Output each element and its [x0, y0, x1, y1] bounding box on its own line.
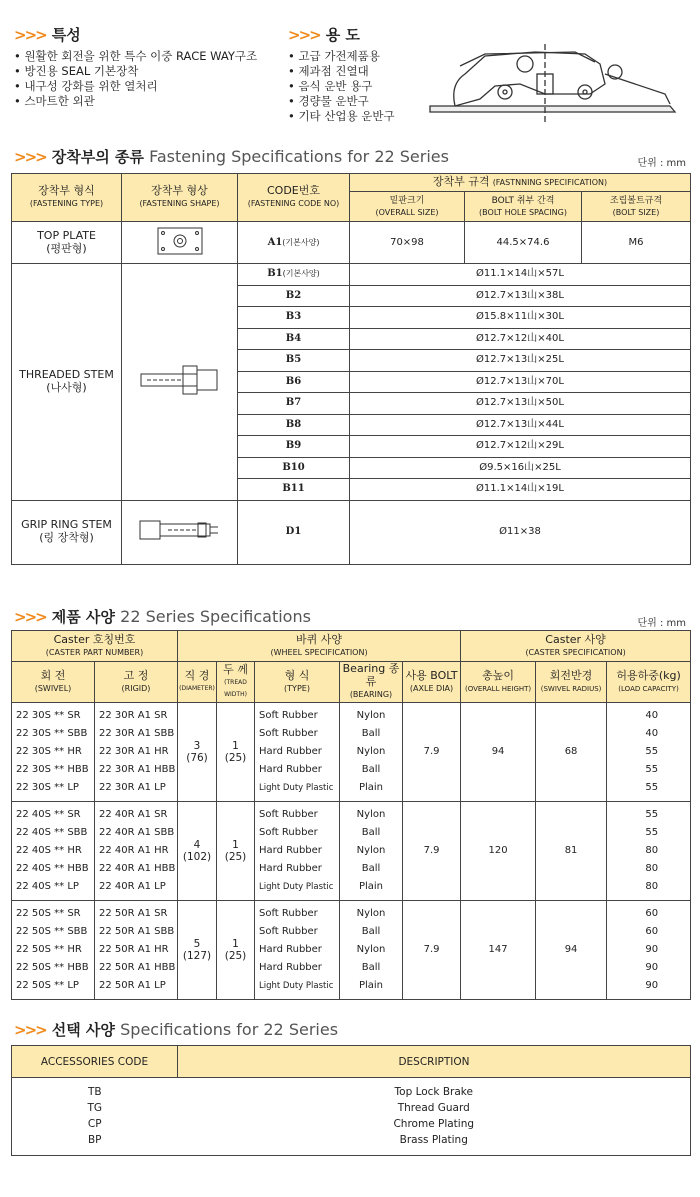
list-item: 22 30R A1 SR	[99, 710, 168, 721]
list-item: 22 40S ** HR	[16, 845, 82, 856]
chevron-icon: >>>	[14, 26, 46, 44]
accessory-code: TB	[87, 1085, 102, 1098]
threaded-code: B3	[238, 307, 350, 329]
threaded-spec: Ø12.7×13山×38L	[350, 285, 691, 307]
list-item: 55	[645, 782, 659, 793]
list-item: Light Duty Plastic	[259, 783, 334, 793]
list-item: Ball	[361, 827, 381, 838]
chevron-icon: >>>	[14, 608, 46, 626]
header-caster-spec: Caster 사양 (CASTER SPECIFICATION)	[461, 631, 691, 662]
height-cell: 120	[461, 802, 536, 901]
header-bolt-size: 조립볼트규격 (BOLT SIZE)	[582, 192, 691, 222]
accessory-description: Brass Plating	[399, 1133, 468, 1146]
grip-spec: Ø11×38	[350, 500, 691, 564]
grip-code: D1	[238, 500, 350, 564]
list-item: Ball	[361, 764, 381, 775]
list-item: 90	[645, 980, 659, 991]
list-item: 22 50S ** SBB	[16, 926, 88, 937]
list-item: 80	[645, 881, 659, 892]
threaded-stem-icon	[137, 360, 223, 400]
threaded-spec: Ø15.8×11山×30L	[350, 307, 691, 329]
list-item: 22 30S ** SBB	[16, 728, 88, 739]
list-item: Hard Rubber	[259, 962, 322, 973]
list-item: 55	[645, 746, 659, 757]
list-item: 60	[645, 926, 659, 937]
threaded-code: B5	[238, 350, 350, 372]
header-fastening-shape: 장착부 형상 (FASTENING SHAPE)	[122, 174, 238, 222]
list-item: • 제과점 진열대	[288, 64, 395, 79]
product-unit-label: 단위 : mm	[637, 618, 686, 629]
table-row	[12, 264, 691, 286]
list-item: • 기타 산업용 운반구	[288, 109, 395, 124]
list-item: 22 30S ** LP	[16, 782, 79, 793]
table-row	[12, 1084, 691, 1100]
list-item: Soft Rubber	[259, 908, 318, 919]
list-item: 22 40S ** SBB	[16, 827, 88, 838]
list-item: • 원활한 회전을 위한 특수 이중 RACE WAY구조	[14, 49, 257, 64]
chevron-icon: >>>	[288, 26, 320, 44]
product-spec-table	[11, 630, 691, 1000]
list-item: 55	[645, 764, 659, 775]
swivel-codes	[12, 703, 95, 802]
top-plate-code: A1(기본사양)	[238, 222, 350, 264]
list-item: Light Duty Plastic	[259, 981, 334, 991]
list-item: Nylon	[356, 944, 386, 955]
list-item: Hard Rubber	[259, 746, 322, 757]
list-item: 60	[645, 908, 659, 919]
list-item: Hard Rubber	[259, 944, 322, 955]
header-rigid: 고 정 (RIGID)	[95, 662, 178, 703]
threaded-code: B8	[238, 414, 350, 436]
list-item: Plain	[358, 980, 384, 991]
list-item: Hard Rubber	[259, 863, 322, 874]
list-item: 22 50R A1 HBB	[99, 962, 176, 973]
list-item: 22 40S ** HBB	[16, 863, 89, 874]
accessory-code: BP	[87, 1133, 102, 1146]
top-plate-bolt: M6	[582, 222, 691, 264]
header-bearing: Bearing 종류 (BEARING)	[340, 662, 403, 703]
height-cell: 147	[461, 901, 536, 1000]
list-item: 90	[645, 944, 659, 955]
accessory-code: TG	[87, 1101, 103, 1114]
grip-type: GRIP RING STEM (링 장착형)	[12, 500, 122, 564]
list-item: 22 40S ** SR	[16, 809, 81, 820]
list-item: • 고급 가전제품용	[288, 49, 395, 64]
load-list	[607, 703, 691, 802]
diameter-cell: 3 (76)	[178, 703, 217, 802]
header-description: DESCRIPTION	[178, 1046, 691, 1078]
list-item: Ball	[361, 962, 381, 973]
bearing-list	[340, 901, 403, 1000]
header-tread: 두 께 (TREAD WIDTH)	[217, 662, 255, 703]
swivel-codes	[12, 802, 95, 901]
header-caster-part: Caster 호칭번호 (CASTER PART NUMBER)	[12, 631, 178, 662]
radius-cell: 68	[536, 703, 607, 802]
list-item: • 내구성 강화를 위한 열처리	[14, 79, 257, 94]
header-bolt-hole: BOLT 취부 간격 (BOLT HOLE SPACING)	[465, 192, 582, 222]
threaded-spec: Ø11.1×14山×57L	[350, 264, 691, 286]
list-item: 22 40R A1 LP	[99, 881, 166, 892]
threaded-spec: Ø9.5×16山×25L	[350, 457, 691, 479]
chevron-icon: >>>	[14, 148, 46, 166]
list-item: • 경량물 운반구	[288, 94, 395, 109]
list-item: 90	[645, 962, 659, 973]
axle-cell: 7.9	[403, 703, 461, 802]
list-item: Hard Rubber	[259, 764, 322, 775]
list-item: 22 50S ** HR	[16, 944, 82, 955]
features-title: >>> 특성	[14, 26, 81, 44]
list-item: 22 40R A1 SR	[99, 809, 168, 820]
list-item: 22 50S ** HBB	[16, 962, 89, 973]
list-item: 22 50S ** SR	[16, 908, 81, 919]
options-section-title: >>> 선택 사양 Specifications for 22 Series	[14, 1020, 339, 1039]
header-fastening-type: 장착부 형식 (FASTENING TYPE)	[12, 174, 122, 222]
list-item: Plain	[358, 881, 384, 892]
list-item: Soft Rubber	[259, 809, 318, 820]
wheel-type-list	[255, 901, 340, 1000]
threaded-spec: Ø11.1×14山×19L	[350, 479, 691, 501]
bearing-list	[340, 802, 403, 901]
fastening-table	[11, 173, 691, 565]
list-item: Ball	[361, 926, 381, 937]
list-item: Ball	[361, 863, 381, 874]
spec-group-row	[12, 703, 691, 802]
list-item: 22 50R A1 LP	[99, 980, 166, 991]
list-item: 22 50R A1 HR	[99, 944, 169, 955]
rigid-codes	[95, 703, 178, 802]
wheel-type-list	[255, 802, 340, 901]
radius-cell: 81	[536, 802, 607, 901]
header-diameter: 직 경 (DIAMETER)	[178, 662, 217, 703]
top-plate-shape	[122, 222, 238, 264]
spec-group-row	[12, 901, 691, 1000]
list-item: Soft Rubber	[259, 827, 318, 838]
list-item: 22 40S ** LP	[16, 881, 79, 892]
threaded-spec: Ø12.7×13山×25L	[350, 350, 691, 372]
diameter-cell: 5 (127)	[178, 901, 217, 1000]
top-plate-overall: 70×98	[350, 222, 465, 264]
list-item: 22 30R A1 HR	[99, 746, 169, 757]
threaded-spec: Ø12.7×13山×50L	[350, 393, 691, 415]
features-block	[14, 24, 257, 109]
threaded-spec: Ø12.7×12山×29L	[350, 436, 691, 458]
list-item: 22 50S ** LP	[16, 980, 79, 991]
accessory-description: Top Lock Brake	[394, 1085, 473, 1098]
header-accessories-code: ACCESSORIES CODE	[12, 1046, 178, 1078]
list-item: • 음식 운반 용구	[288, 79, 395, 94]
axle-cell: 7.9	[403, 901, 461, 1000]
options-table	[11, 1045, 691, 1156]
load-list	[607, 901, 691, 1000]
list-item: Hard Rubber	[259, 845, 322, 856]
threaded-spec: Ø12.7×13山×44L	[350, 414, 691, 436]
list-item: Ball	[361, 728, 381, 739]
list-item: 22 50R A1 SBB	[99, 926, 175, 937]
list-item: 22 30R A1 LP	[99, 782, 166, 793]
table-row	[12, 1116, 691, 1132]
header-load: 허용하중(kg) (LOAD CAPACITY)	[607, 662, 691, 703]
height-cell: 94	[461, 703, 536, 802]
table-row	[12, 500, 691, 564]
grip-ring-stem-icon	[138, 515, 222, 545]
header-wheel-spec: 바퀴 사양 (WHEEL SPECIFICATION)	[178, 631, 461, 662]
list-item: Soft Rubber	[259, 926, 318, 937]
list-item: Nylon	[356, 845, 386, 856]
list-item: 22 30S ** HR	[16, 746, 82, 757]
threaded-code: B11	[238, 479, 350, 501]
header-fastening-code: CODE번호 (FASTENING CODE NO)	[238, 174, 350, 222]
chevron-icon: >>>	[14, 1021, 46, 1039]
threaded-code: B9	[238, 436, 350, 458]
threaded-code: B7	[238, 393, 350, 415]
axle-cell: 7.9	[403, 802, 461, 901]
list-item: 22 50R A1 SR	[99, 908, 168, 919]
list-item: Soft Rubber	[259, 728, 318, 739]
threaded-type: THREADED STEM (나사형)	[12, 264, 122, 501]
accessory-description: Chrome Plating	[393, 1117, 475, 1130]
accessory-description: Thread Guard	[397, 1101, 470, 1114]
header-overall-size: 밑판크기 (OVERALL SIZE)	[350, 192, 465, 222]
threaded-code: B1(기본사양)	[238, 264, 350, 286]
threaded-code: B4	[238, 328, 350, 350]
list-item: 22 40R A1 HBB	[99, 863, 176, 874]
list-item: • 방진용 SEAL 기본장착	[14, 64, 257, 79]
threaded-spec: Ø12.7×13山×70L	[350, 371, 691, 393]
threaded-code: B2	[238, 285, 350, 307]
header-fastening-spec: 장착부 규격 (FASTNNING SPECIFICATION)	[350, 174, 691, 192]
features-list	[14, 49, 257, 109]
list-item: 22 30S ** SR	[16, 710, 81, 721]
usage-block	[288, 24, 395, 124]
top-plate-icon	[156, 226, 204, 256]
wheel-type-list	[255, 703, 340, 802]
top-plate-spacing: 44.5×74.6	[465, 222, 582, 264]
grip-shape	[122, 500, 238, 564]
list-item: 80	[645, 845, 659, 856]
bearing-list	[340, 703, 403, 802]
list-item: 22 30R A1 SBB	[99, 728, 175, 739]
usage-title: >>> 용 도	[288, 26, 360, 44]
spec-group-row	[12, 802, 691, 901]
threaded-spec: Ø12.7×12山×40L	[350, 328, 691, 350]
list-item: Nylon	[356, 746, 386, 757]
header-type: 형 식 (TYPE)	[255, 662, 340, 703]
top-plate-type: TOP PLATE (평판형)	[12, 222, 122, 264]
list-item: Nylon	[356, 809, 386, 820]
list-item: 55	[645, 809, 659, 820]
accessory-code: CP	[87, 1117, 102, 1130]
header-height: 총높이 (OVERALL HEIGHT)	[461, 662, 536, 703]
list-item: Soft Rubber	[259, 710, 318, 721]
list-item: 80	[645, 863, 659, 874]
list-item: Plain	[358, 782, 384, 793]
caster-top-plate-drawing-icon	[425, 44, 690, 124]
table-row	[12, 1100, 691, 1116]
rigid-codes	[95, 802, 178, 901]
list-item: • 스마트한 외관	[14, 94, 257, 109]
tread-cell: 1 (25)	[217, 901, 255, 1000]
list-item: Nylon	[356, 710, 386, 721]
product-section-title: >>> 제품 사양 22 Series Specifications	[14, 607, 311, 626]
table-row	[12, 222, 691, 264]
threaded-shape	[122, 264, 238, 501]
list-item: 40	[645, 728, 659, 739]
table-row	[12, 1132, 691, 1148]
threaded-code: B6	[238, 371, 350, 393]
rigid-codes	[95, 901, 178, 1000]
list-item: 55	[645, 827, 659, 838]
swivel-codes	[12, 901, 95, 1000]
load-list	[607, 802, 691, 901]
fastening-unit-label: 단위 : mm	[637, 158, 686, 169]
list-item: 22 30S ** HBB	[16, 764, 89, 775]
header-swivel: 회 전 (SWIVEL)	[12, 662, 95, 703]
usage-list	[288, 49, 395, 124]
diameter-cell: 4 (102)	[178, 802, 217, 901]
list-item: 40	[645, 710, 659, 721]
tread-cell: 1 (25)	[217, 703, 255, 802]
tread-cell: 1 (25)	[217, 802, 255, 901]
header-axle: 사용 BOLT (AXLE DIA)	[403, 662, 461, 703]
list-item: 22 30R A1 HBB	[99, 764, 176, 775]
list-item: 22 40R A1 HR	[99, 845, 169, 856]
radius-cell: 94	[536, 901, 607, 1000]
list-item: 22 40R A1 SBB	[99, 827, 175, 838]
list-item: Light Duty Plastic	[259, 882, 334, 892]
header-radius: 회전반경 (SWIVEL RADIUS)	[536, 662, 607, 703]
list-item: Nylon	[356, 908, 386, 919]
threaded-code: B10	[238, 457, 350, 479]
fastening-section-title: >>> 장착부의 종류 Fastening Specifications for 22 Series	[14, 147, 449, 166]
